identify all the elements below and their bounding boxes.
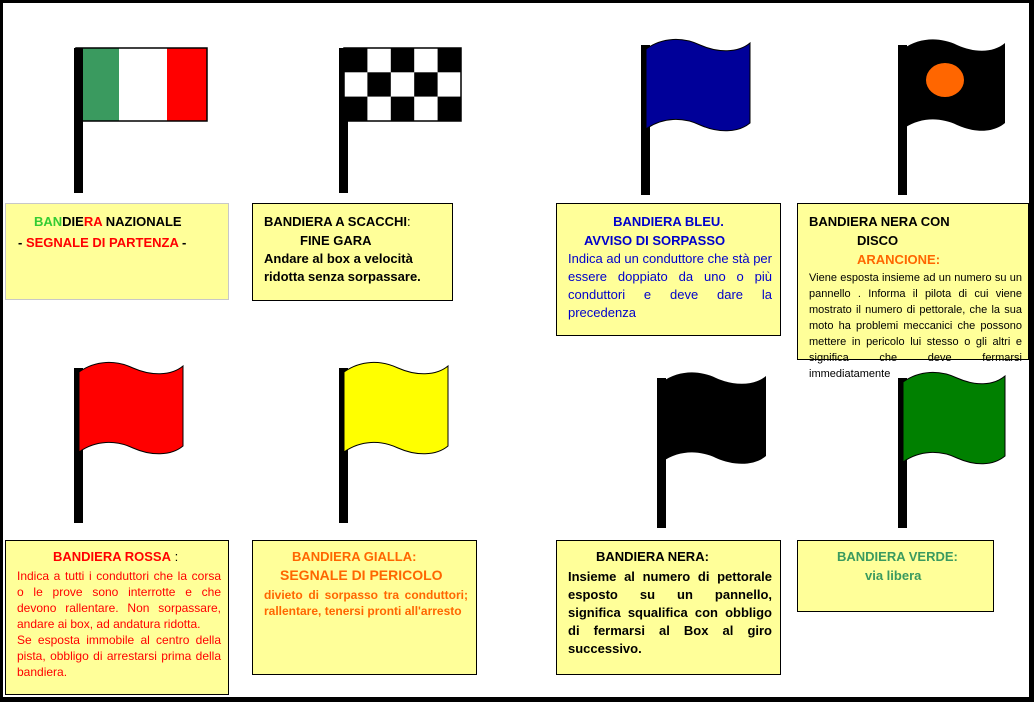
canvas [3, 3, 1029, 697]
card-scacchi [252, 203, 453, 301]
card-nera-disco [797, 203, 1029, 380]
card-nera [556, 540, 781, 675]
black-orange-disc-flag-icon [895, 35, 1010, 195]
card-scacchi-title: BANDIERA A SCACCHI: [264, 214, 411, 229]
card-scacchi-text: Andare al box a velocità ridotta senza sorpassare. [264, 251, 421, 284]
card-gialla [252, 540, 477, 675]
card-nazionale [5, 203, 229, 300]
card-bleu-text: Indica ad un conduttore che stà per essere doppiato da uno o più conduttori e deve dare la precedenza [568, 251, 772, 320]
card-gialla-text: divieto di sorpasso tra conduttori; rallentare, tenersi pronti all'arresto [264, 588, 468, 618]
card-bleu [556, 203, 781, 336]
card-nera-disco-title3: ARANCIONE: [857, 252, 941, 267]
card-nazionale-title: BANDIERA NAZIONALE [34, 214, 182, 229]
card-gialla-title: BANDIERA GIALLA: [292, 549, 417, 564]
card-verde-subtitle: via libera [865, 568, 922, 583]
blue-flag-icon [638, 35, 758, 195]
card-bleu-title: BANDIERA BLEU. [613, 214, 724, 229]
green-flag-icon [895, 368, 1010, 533]
card-rossa [5, 540, 229, 695]
card-gialla-subtitle: SEGNALE DI PERICOLO [280, 567, 443, 583]
card-verde-title: BANDIERA VERDE: [837, 549, 958, 564]
card-bleu-subtitle: AVVISO DI SORPASSO [584, 233, 726, 248]
card-rossa-text2: Se esposta immobile al centro della pista, obbligo di arrestarsi prima della bandiera. [17, 633, 221, 679]
italian-flag-icon [71, 45, 211, 195]
card-nazionale-subtitle: - SEGNALE DI PARTENZA - [18, 235, 187, 250]
black-flag-icon [654, 368, 774, 533]
card-nera-disco-title: BANDIERA NERA CON [809, 214, 950, 229]
card-scacchi-subtitle: FINE GARA [300, 233, 372, 248]
card-verde [797, 540, 994, 612]
yellow-flag-icon [336, 358, 456, 523]
card-nera-disco-title2: DISCO [857, 233, 899, 248]
card-nera-text: Insieme al numero di pettorale esposto su un pannello, significa squalifica con obbligo di fermarsi al Box al giro successivo. [568, 569, 772, 656]
card-rossa-title: BANDIERA ROSSA : [53, 549, 179, 564]
red-flag-icon [71, 358, 191, 523]
card-rossa-text1: Indica a tutti i conduttori che la corsa o le prove sono interrotte e che devono rallentare. Non sorpassare, andare ai box, ad andatura ridotta. [17, 569, 221, 631]
card-nera-disco-text: Viene esposta insieme ad un numero su un pannello . Informa il pilota di cui viene mostrato il numero di pettorale, che la sua moto ha problemi meccanici che possono mettere in pericolo lui stesso o gli altri e significa che deve fermarsi immediatamente [809, 272, 1022, 380]
card-nera-title: BANDIERA NERA: [596, 549, 709, 564]
checkered-flag-icon [336, 45, 466, 195]
